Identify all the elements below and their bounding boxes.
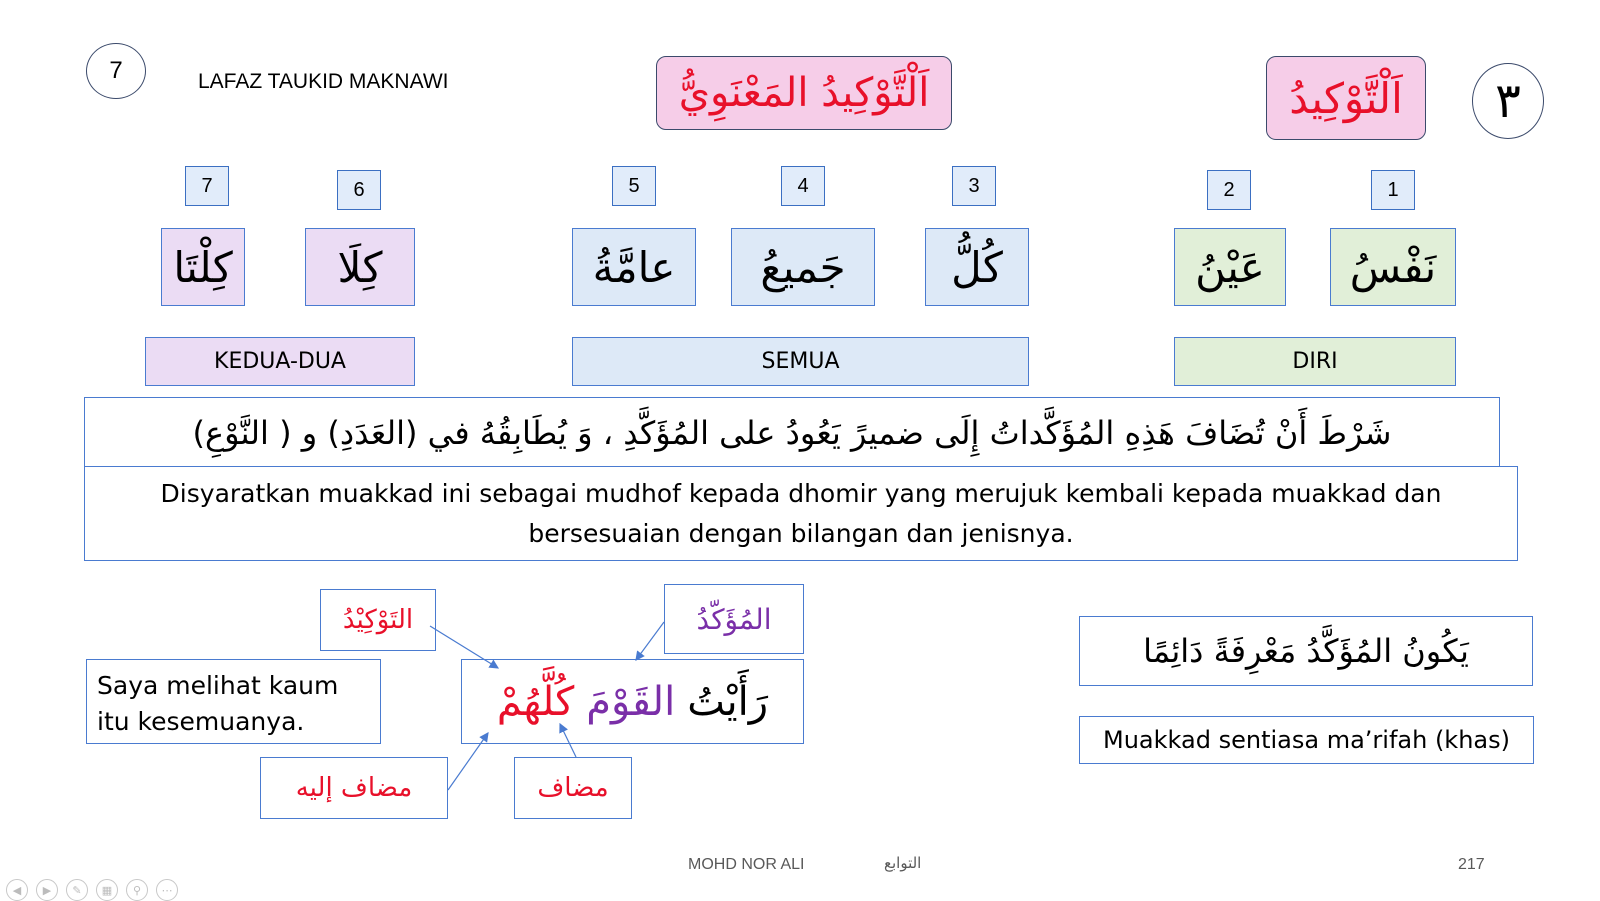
- word-box-kila: كِلَا: [305, 228, 415, 306]
- number-label-7: 7: [185, 166, 229, 206]
- word-box-ammah: عامَّةُ: [572, 228, 696, 306]
- footer-page-number: 217: [1458, 856, 1485, 873]
- more-icon[interactable]: ⋯: [156, 879, 178, 901]
- label-mudhaf-ilaih: مضاف إليه: [260, 757, 448, 819]
- main-title: اَلْتَّوْكِيدُ المَعْنَوِيُّ: [656, 56, 952, 130]
- arrow-muakkad: [636, 622, 664, 660]
- number-label-6: 6: [337, 170, 381, 210]
- group-band-semua: SEMUA: [572, 337, 1029, 386]
- footer-topic: التوابع: [884, 854, 922, 872]
- example-muakkad-word: القَوْمَ: [586, 678, 676, 725]
- zoom-icon[interactable]: ⚲: [126, 879, 148, 901]
- side-number-badge: ٣: [1472, 63, 1544, 139]
- example-taukid-word: كُلَّهُمْ: [496, 678, 575, 725]
- number-label-1: 1: [1371, 170, 1415, 210]
- word-box-jami: جَميعُ: [731, 228, 875, 306]
- word-box-nafs: نَفْسُ: [1330, 228, 1456, 306]
- rule-arabic-box: شَرْطَ أَنْ تُضَافَ هَذِهِ المُؤَكَّداتُ إِلَى ضميرً يَعُودُ على المُؤَكَّدِ ، وَ يُطَابِقُهُ في (العَدَدِ) و ( النَّوْعِ): [84, 397, 1500, 469]
- footer-author: MOHD NOR ALI: [688, 856, 805, 873]
- number-label-3: 3: [952, 166, 996, 206]
- slide-heading: LAFAZ TAUKID MAKNAWI: [198, 70, 449, 93]
- rule-malay-box: Disyaratkan muakkad ini sebagai mudhof kepada dhomir yang merujuk kembali kepada muakkad dan bersesuaian dengan bilangan dan jenisnya.: [84, 466, 1518, 561]
- note-arabic-box: يَكُونُ المُؤَكَّدُ مَعْرِفَةً دَائِمًا: [1079, 616, 1533, 686]
- word-box-kull: كُلُّ: [925, 228, 1029, 306]
- number-label-2: 2: [1207, 170, 1251, 210]
- example-sentence-box: [461, 659, 804, 744]
- label-taukid: التَوْكِيْدُ: [320, 589, 436, 651]
- slides-icon[interactable]: ▦: [96, 879, 118, 901]
- number-label-4: 4: [781, 166, 825, 206]
- word-box-ain: عَيْنُ: [1174, 228, 1286, 306]
- group-band-kedua: KEDUA-DUA: [145, 337, 415, 386]
- slide-number-text: 7: [109, 57, 123, 84]
- group-band-diri: DIRI: [1174, 337, 1456, 386]
- word-box-kilta: كِلْتَا: [161, 228, 245, 306]
- label-mudhaf: مضاف: [514, 757, 632, 819]
- next-icon[interactable]: ▶: [36, 879, 58, 901]
- example-verb: رَأَيْتُ: [687, 678, 769, 725]
- note-malay-box: Muakkad sentiasa ma’rifah (khas): [1079, 716, 1534, 764]
- prev-icon[interactable]: ◀: [6, 879, 28, 901]
- side-title: اَلْتَّوْكِيدُ: [1266, 56, 1426, 140]
- translation-box: Saya melihat kaum itu kesemuanya.: [86, 659, 381, 744]
- presentation-controls: [6, 879, 186, 901]
- slide-number-badge: [86, 43, 146, 99]
- pen-icon[interactable]: ✎: [66, 879, 88, 901]
- label-muakkad: المُؤَكّدُ: [664, 584, 804, 654]
- number-label-5: 5: [612, 166, 656, 206]
